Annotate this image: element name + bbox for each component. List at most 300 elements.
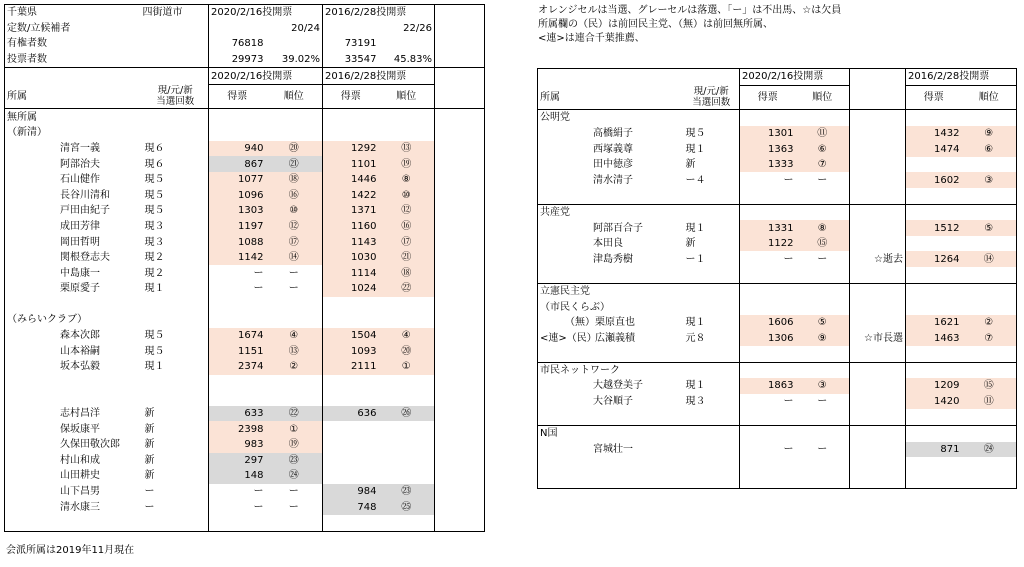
candidate-name-text: 広瀬義積 [595,332,635,344]
rank-2020: ㉓ [266,453,323,469]
candidate-name-text: 宮城壮一 [593,443,633,455]
candidate-name-text: 森本次郎 [60,330,100,342]
extra-cell [435,156,485,172]
rank-2016: ② [962,315,1017,331]
extra-cell [435,484,485,500]
rank-2020: ー [796,172,850,188]
candidate-row [5,219,485,235]
rank-2020: ⑫ [266,219,323,235]
candidate-name [5,328,143,344]
extra-cell [435,343,485,359]
legend-notes [538,4,841,46]
candidate-row [5,359,485,375]
candidate-name-text: 阿部百合子 [593,222,643,234]
rank-2016 [379,453,435,469]
votes-2016: 871 [906,442,962,458]
extra-cell [435,281,485,297]
candidate-row [5,406,485,422]
votes-2020: 1122 [740,236,796,252]
rank-2016: ⑧ [379,172,435,188]
group-row [5,390,485,406]
group-row [5,125,485,141]
votes-2020: ー [783,396,794,408]
candidate-status: 新 [143,453,209,469]
rank-2016 [379,468,435,484]
votes-2016: 1024 [323,281,379,297]
empty-cell [435,21,485,37]
rank-2016: ㉒ [379,281,435,297]
rank-2016: ⑳ [379,343,435,359]
candidate-name [538,394,684,410]
extra-cell [435,234,485,250]
candidate-name [5,141,143,157]
legend-line-2: 所属欄の（民）は前回民主党、（無）は前回無所属、 [538,19,773,30]
election-2016-subheader: 2016/2/28投開票 [323,68,435,85]
vacancy-note [850,378,906,394]
seats-label: 定数/立候補者 [5,21,209,37]
group-row [5,375,485,391]
votes-2016: 1264 [906,251,962,267]
group-label [538,457,684,473]
votes-2020: 1363 [740,141,796,157]
rank-2020: ⑥ [796,141,850,157]
group-label: 立憲民主党 [538,283,684,299]
group-row [538,110,1017,126]
extra-cell [435,250,485,266]
vacancy-note [850,172,906,188]
votes-2016 [323,421,379,437]
candidate-name [538,141,684,157]
votes-2020: 1151 [209,343,266,359]
votes-2016: 2111 [323,359,379,375]
rank-2020: ㉔ [266,468,323,484]
candidate-name-text: 西塚義尊 [593,143,633,155]
rank-2020: ③ [796,378,850,394]
rank-2020: ⑯ [266,187,323,203]
rank-2020: ー [796,394,850,410]
extra-cell [435,499,485,515]
rank-2016: ⑱ [379,265,435,281]
votes-2016 [323,437,379,453]
group-row [538,362,1017,378]
candidate-name-text: 中島康一 [60,267,100,279]
candidate-name-text: 高橋絹子 [593,127,633,139]
votes-2016: 1420 [906,394,962,410]
rank-2020: ④ [266,328,323,344]
candidate-status: 元８ [684,330,740,346]
candidate-name-text: 大越登美子 [593,380,643,392]
rank-2020: ⑮ [796,236,850,252]
candidate-row [538,251,1017,267]
votes-2016: 1474 [906,141,962,157]
group-label [538,409,684,425]
group-label [5,390,143,406]
candidate-status: 新 [143,437,209,453]
group-row [538,346,1017,362]
seats-2020: 20/24 [209,21,323,37]
candidate-name-text: 坂本弘毅 [60,361,100,373]
vacancy-note [850,442,906,458]
votes-2016: 984 [323,484,379,500]
rank-2020: ㉑ [266,156,323,172]
votes-2016: 1463 [906,330,962,346]
rank-2020: ⑩ [266,203,323,219]
candidate-row [5,328,485,344]
rank-2016: ㉓ [379,484,435,500]
candidate-name-text: 成田芳律 [60,220,100,232]
votes-2020: ー [253,486,264,498]
col-affiliation: 所属 [5,84,143,109]
candidate-status: 現５ [143,187,209,203]
votes-2016: 1371 [323,203,379,219]
candidate-row [5,281,485,297]
col-votes-2016: 得票 [323,84,379,109]
candidate-status: 現３ [143,219,209,235]
vacancy-note: ☆逝去 [850,251,906,267]
prefecture: 千葉県 [5,5,143,21]
candidate-row [5,141,485,157]
candidate-name [5,250,143,266]
candidate-name [538,236,684,252]
votes-2016: 1432 [906,126,962,142]
votes-2016: 1160 [323,219,379,235]
candidate-row [5,156,485,172]
votes-2016: 748 [323,499,379,515]
votes-2020: 940 [209,141,266,157]
seats-2016: 22/26 [323,21,435,37]
rank-2020: ⑬ [266,343,323,359]
votes-2016 [906,157,962,173]
votes-2020: ー [783,443,794,455]
legend-line-3: <連>は連合千葉推薦、 [538,33,645,44]
group-row [538,299,1017,315]
candidate-name [5,359,143,375]
extra-cell [435,187,485,203]
votes-2020: 2374 [209,359,266,375]
votes-2016: 1030 [323,250,379,266]
group-label: （新清） [5,125,143,141]
candidate-row [5,499,485,515]
rank-2020: ⑱ [266,172,323,188]
candidate-name-text: 山下昌男 [60,486,100,498]
candidate-row [5,172,485,188]
votes-2020: 1077 [209,172,266,188]
votes-2016 [906,236,962,252]
candidate-name-text: 山田耕史 [60,470,100,482]
rank-2020: ー [266,499,323,515]
candidate-name-text: 本田良 [593,238,623,250]
candidate-name [5,219,143,235]
candidate-name [538,220,684,236]
rank-2020: ⑧ [796,220,850,236]
col-rank-2016: 順位 [379,84,435,109]
rank-2020: ⑳ [266,141,323,157]
candidate-name-text: 阿部治夫 [60,158,100,170]
extra-cell [435,406,485,422]
group-row [538,204,1017,220]
candidate-row [538,172,1017,188]
votes-2016: 1602 [906,172,962,188]
votes-2016: 1114 [323,265,379,281]
rank-2016: ⑲ [379,156,435,172]
election-2020-header: 2020/2/16投開票 [209,5,323,21]
rank-2020: ① [266,421,323,437]
votes-2020: 1142 [209,250,266,266]
vacancy-note [850,315,906,331]
candidate-name-text: 関根登志夫 [60,252,110,264]
group-label: （市民くらぶ） [538,299,684,315]
candidate-row [5,484,485,500]
votes-2020: 1306 [740,330,796,346]
candidate-name [538,251,684,267]
candidate-row [538,378,1017,394]
empty-cell [435,5,485,21]
rank-2020: ー [796,442,850,458]
rank-2020: ー [266,265,323,281]
vacancy-note [850,157,906,173]
extra-cell [435,328,485,344]
candidate-status: 新 [143,421,209,437]
votes-2016: 1093 [323,343,379,359]
candidate-row [5,421,485,437]
rank-2020: ⑭ [266,250,323,266]
group-label: 公明党 [538,110,684,126]
rank-2016: ⑥ [962,141,1017,157]
empty-cell [435,36,485,52]
candidate-status: 現５ [143,328,209,344]
candidate-name [5,281,143,297]
votes-2020: 1096 [209,187,266,203]
candidate-name-text: 大谷順子 [593,396,633,408]
candidate-name-text: 保坂康平 [60,423,100,435]
candidate-name [538,378,684,394]
rank-2020: ⑦ [796,157,850,173]
extra-cell [435,421,485,437]
group-label: N国 [538,425,684,441]
candidate-name [5,484,143,500]
candidate-name-text: 津島秀樹 [593,253,633,265]
rank-2016 [962,236,1017,252]
group-row [5,297,485,313]
votes-2016: 1446 [323,172,379,188]
votes-2016 [323,453,379,469]
extra-cell [435,141,485,157]
candidate-row [5,250,485,266]
candidate-name [5,468,143,484]
candidate-row [5,234,485,250]
votes-2016: 1422 [323,187,379,203]
candidate-name [5,265,143,281]
group-label: 共産党 [538,204,684,220]
rank-2016: ⑬ [379,141,435,157]
candidate-name [538,157,684,173]
group-label: 市民ネットワーク [538,362,684,378]
rank-2020: ⑰ [266,234,323,250]
votes-2020: ー [783,174,794,186]
group-label [538,346,684,362]
candidate-status: 現１ [143,359,209,375]
rank-2016: ⑦ [962,330,1017,346]
candidate-name [5,187,143,203]
candidate-status: ー１ [684,251,740,267]
group-row [5,312,485,328]
group-label [5,297,143,313]
group-row [538,283,1017,299]
candidate-status: 現２ [143,250,209,266]
candidate-status: 現１ [684,315,740,331]
candidate-row [5,437,485,453]
votes-2020: 1606 [740,315,796,331]
votes-2016: 1209 [906,378,962,394]
candidate-prefix: <連>（民） [540,332,597,344]
candidate-name [538,126,684,142]
votes-2020: ー [253,501,264,513]
candidate-row [538,126,1017,142]
vacancy-note: ☆市長選 [850,330,906,346]
col-status: 現/元/新 当選回数 [143,84,209,109]
group-row [538,188,1017,204]
candidate-row [5,203,485,219]
r-col-votes-2016: 得票 [906,85,962,110]
vacancy-note [850,394,906,410]
rank-2016: ⑪ [962,394,1017,410]
votes-2020: ー [253,283,264,295]
r-election-2016-header: 2016/2/28投開票 [906,69,1017,86]
candidate-status: 現６ [143,156,209,172]
legend-line-1: オレンジセルは当選、グレーセルは落選、「ー」は不出馬、☆は欠員 [538,5,842,16]
turnout-count-2020: 29973 [209,52,266,68]
extra-cell [435,468,485,484]
candidate-name [5,156,143,172]
rank-2020: ー [266,484,323,500]
rank-2020: ㉒ [266,406,323,422]
candidate-name-text: 長谷川清和 [60,189,110,201]
candidate-row [538,236,1017,252]
col-rank-2020: 順位 [266,84,323,109]
candidate-name-text: 清水清子 [593,174,633,186]
candidate-name [538,330,684,346]
candidate-row [538,220,1017,236]
rank-2016: ㉖ [379,406,435,422]
rank-2016 [379,437,435,453]
extra-cell [435,359,485,375]
candidate-status: 新 [143,406,209,422]
votes-2020: 1863 [740,378,796,394]
group-label [538,267,684,283]
candidate-row [538,141,1017,157]
votes-2020: 297 [209,453,266,469]
candidate-name-text: 石山健作 [60,174,100,186]
turnout-count-2016: 33547 [323,52,379,68]
candidate-name [5,453,143,469]
candidate-status: 現１ [684,220,740,236]
votes-2020: 1301 [740,126,796,142]
candidate-name [5,406,143,422]
votes-2020: 1331 [740,220,796,236]
candidate-status: 現１ [684,378,740,394]
votes-2020: ー [783,253,794,265]
rank-2020: ⑤ [796,315,850,331]
candidate-name-text: 岡田哲明 [60,236,100,248]
vacancy-note [850,126,906,142]
group-label [5,375,143,391]
candidate-status: ー [143,484,209,500]
group-row [5,515,485,531]
candidate-name-text: 清水康三 [60,501,100,513]
rank-2016: ⑭ [962,251,1017,267]
candidate-status: 新 [143,468,209,484]
rank-2020: ⑪ [796,126,850,142]
votes-2020: 1303 [209,203,266,219]
candidate-name [5,421,143,437]
rank-2016: ① [379,359,435,375]
candidate-name-text: 村山和成 [60,454,100,466]
r-col-votes-2020: 得票 [740,85,796,110]
rank-2016: ⑰ [379,234,435,250]
candidate-name [5,203,143,219]
candidate-status: 現５ [143,343,209,359]
candidate-row [5,453,485,469]
votes-2016: 1621 [906,315,962,331]
group-label: 無所属 [5,109,143,125]
vacancy-note [850,220,906,236]
election-2020-subheader: 2020/2/16投開票 [209,68,323,85]
turnout-rate-2020: 39.02% [266,52,323,68]
group-row [5,109,485,125]
candidate-name-text: 栗原直也 [595,317,635,329]
col-votes-2020: 得票 [209,84,266,109]
candidate-status: 現５ [684,126,740,142]
extra-cell [435,265,485,281]
votes-2020: 1333 [740,157,796,173]
votes-2020: 148 [209,468,266,484]
group-row [538,267,1017,283]
candidate-status: 現２ [143,265,209,281]
candidate-status: 現１ [684,141,740,157]
rank-2020: ⑨ [796,330,850,346]
extra-cell [435,437,485,453]
candidate-row [538,442,1017,458]
candidate-status: 現３ [684,394,740,410]
candidate-row [5,265,485,281]
candidate-name [5,343,143,359]
rank-2016: ㉕ [379,499,435,515]
extra-cell [435,172,485,188]
votes-2020: 1088 [209,234,266,250]
vacancy-note [850,236,906,252]
rank-2016 [962,157,1017,173]
candidate-status [684,442,740,458]
voters-label: 有権者数 [5,36,209,52]
empty-cell [435,52,485,68]
voters-2016: 73191 [344,38,377,50]
r-col-affiliation: 所属 [538,85,684,110]
candidate-name-text: 戸田由紀子 [60,205,110,217]
votes-2016: 1292 [323,141,379,157]
candidate-name [538,315,684,331]
votes-2020: 2398 [209,421,266,437]
group-row [538,473,1017,489]
election-2016-header: 2016/2/28投開票 [323,5,435,21]
candidate-prefix: （無） [565,317,595,329]
city: 四街道市 [143,5,209,21]
votes-2016: 636 [323,406,379,422]
rank-2016: ⑨ [962,126,1017,142]
group-label [538,188,684,204]
rank-2016: ⑩ [379,187,435,203]
rank-2016: ③ [962,172,1017,188]
candidate-name-text: 栗原愛子 [60,283,100,295]
